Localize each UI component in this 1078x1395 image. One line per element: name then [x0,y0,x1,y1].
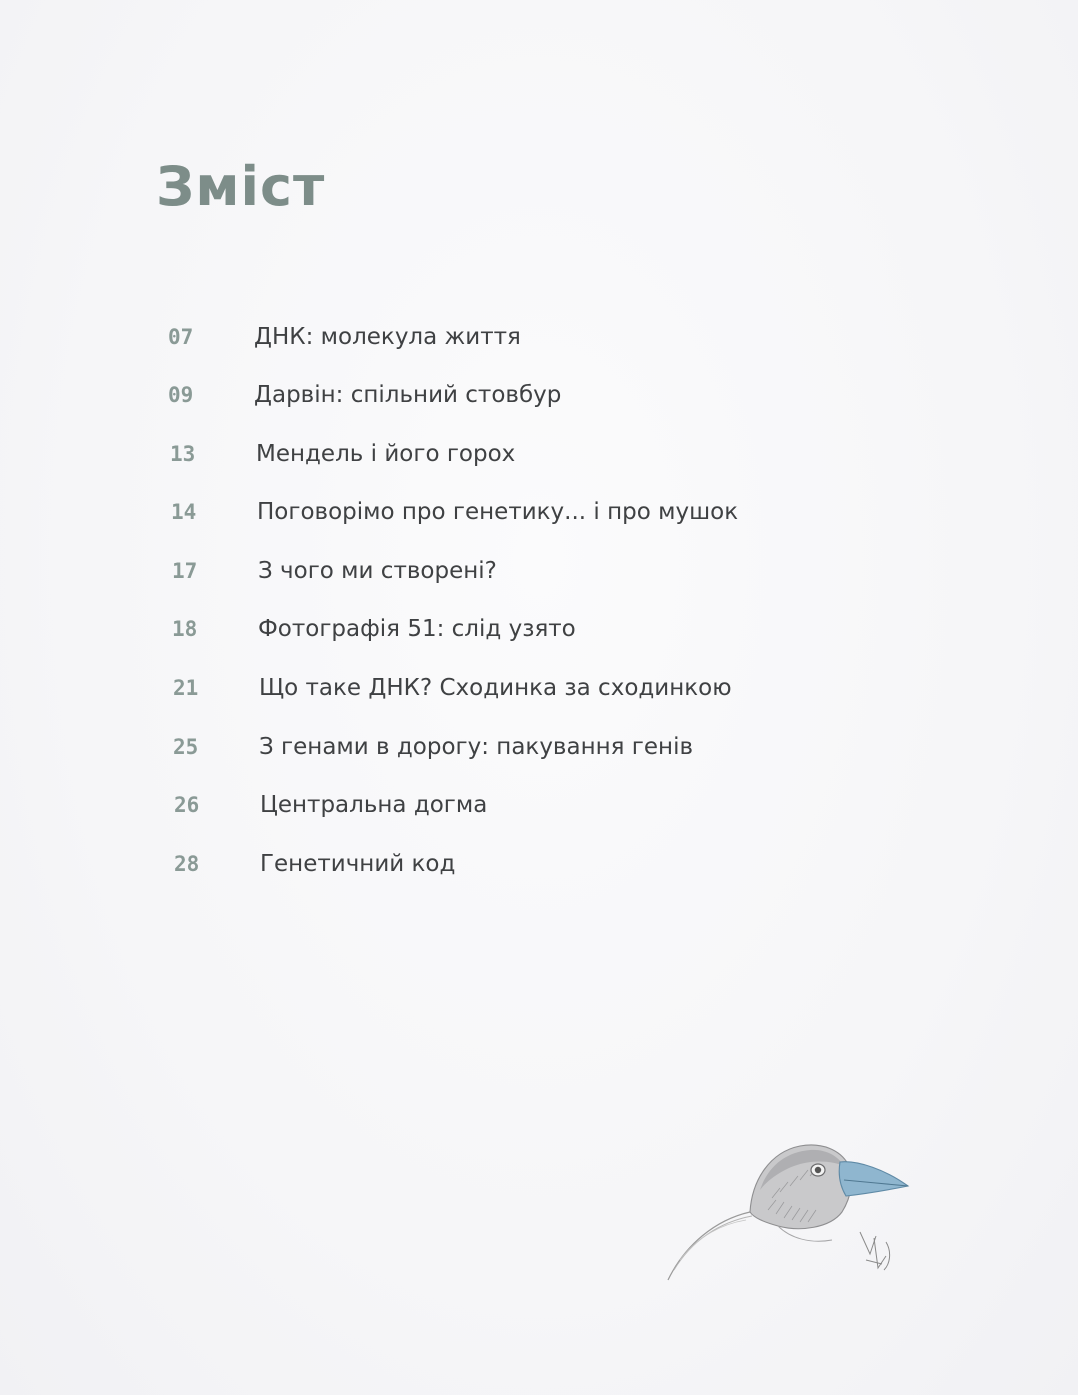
toc-entry-title: Центральна догма [260,792,488,818]
toc-page-number: 21 [173,676,199,700]
toc-entry-title: Мендель і його горох [256,441,516,467]
toc-item [174,844,455,884]
toc-item [170,434,515,474]
bird-sketch-icon [660,1120,920,1295]
toc-item [173,727,693,767]
toc-item [174,785,487,825]
toc-item [168,317,521,357]
toc-page-number: 13 [170,442,196,466]
toc-page-number: 18 [172,617,198,641]
toc-item [172,609,576,649]
page-title: Зміст [156,155,326,218]
toc-entry-title: Генетичний код [260,851,456,877]
toc-entry-title: Дарвін: спільний стовбур [254,382,562,408]
toc-entry-title: ДНК: молекула життя [254,324,521,350]
toc-page-number: 09 [168,383,194,407]
toc-entry-title: Поговорімо про генетику... і про мушок [257,499,739,525]
toc-entry-title: З генами в дорогу: пакування генів [259,734,694,760]
toc-page-number: 26 [174,793,200,817]
toc-page-number: 14 [171,500,197,524]
toc-page-number: 28 [174,852,200,876]
toc-item [172,551,497,591]
toc-page-number: 07 [168,325,194,349]
toc-page-number: 17 [172,559,198,583]
toc-page-number: 25 [173,735,199,759]
toc-entry-title: Фотографія 51: слід узято [258,616,576,642]
toc-item [168,375,561,415]
toc-item [173,668,732,708]
toc-entry-title: З чого ми створені? [258,558,497,584]
toc-entry-title: Що таке ДНК? Сходинка за сходинкою [259,675,732,701]
toc-item [171,492,738,532]
